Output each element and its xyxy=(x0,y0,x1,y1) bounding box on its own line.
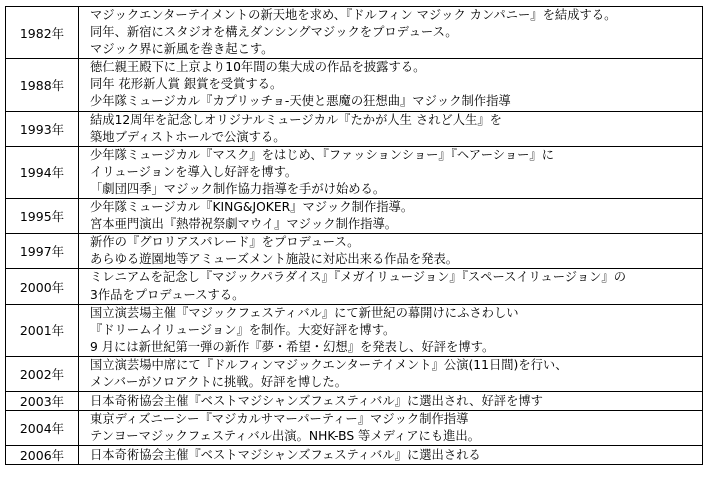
event-line: 少年隊ミュージカル『KING&JOKER』マジック制作指導。 xyxy=(90,200,414,215)
event-line: ミレニアムを記念し『マジックパラダイス』『メガイリュージョン』『スペースイリュージョン』の xyxy=(90,270,627,285)
event-line: マジックエンターテイメントの新天地を求め、『ドルフィン マジック カンパニー』を結成する。 xyxy=(90,8,617,22)
history-row xyxy=(6,446,703,465)
year-cell: 1995年 xyxy=(6,199,79,234)
event-line: 宮本亜門演出『熱帯祝祭劇マウイ』マジック制作指導。 xyxy=(90,217,398,232)
history-table-body xyxy=(6,7,703,465)
history-row xyxy=(6,59,703,111)
events-cell xyxy=(79,356,703,391)
history-row xyxy=(6,146,703,198)
history-table xyxy=(5,6,703,465)
event-line: イリュージョンを導入し好評を博す。 xyxy=(90,164,298,179)
event-line: 結成12周年を記念しオリジナルミュージカル『たかが人生 されど人生』を xyxy=(90,112,502,127)
history-row xyxy=(6,356,703,391)
history-row xyxy=(6,411,703,446)
event-line: 日本奇術協会主催『ベストマジシャンズフェスティバル』に選出され、好評を博す xyxy=(90,393,543,408)
event-line: 築地ブディストホールで公演する。 xyxy=(90,129,286,144)
event-line: 東京ディズニーシー『マジカルサマーパーティー』マジック制作指導 xyxy=(90,412,469,427)
year-cell: 1988年 xyxy=(6,59,79,111)
event-line: 新作の『グロリアスパレード』をプロデュース。 xyxy=(90,235,360,250)
year-cell: 1994年 xyxy=(6,146,79,198)
event-line: 国立演芸場主催『マジックフェスティバル』にて新世紀の幕開けにふさわしい xyxy=(90,305,519,320)
events-cell xyxy=(79,111,703,146)
events-cell xyxy=(79,199,703,234)
event-line: 少年隊ミュージカル『カプリッチョ-天使と悪魔の狂想曲』マジック制作指導 xyxy=(90,94,511,109)
history-row xyxy=(6,269,703,304)
events-cell xyxy=(79,446,703,465)
year-cell: 1997年 xyxy=(6,234,79,269)
history-row xyxy=(6,392,703,411)
year-cell: 2004年 xyxy=(6,411,79,446)
year-cell: 2006年 xyxy=(6,446,79,465)
history-row xyxy=(6,199,703,234)
event-line: 同年、新宿にスタジオを構えダンシングマジックをプロデュース。 xyxy=(90,25,458,40)
history-row xyxy=(6,111,703,146)
event-line: 9 月には新世紀第一弾の新作『夢・希望・幻想』を発表し、好評を博す。 xyxy=(90,339,495,354)
history-row xyxy=(6,234,703,269)
events-cell xyxy=(79,411,703,446)
events-cell xyxy=(79,146,703,198)
events-cell xyxy=(79,234,703,269)
events-cell xyxy=(79,59,703,111)
year-cell: 2000年 xyxy=(6,269,79,304)
event-line: 日本奇術協会主催『ベストマジシャンズフェスティバル』に選出される xyxy=(90,447,481,462)
event-line: 3作品をプロデュースする。 xyxy=(90,287,245,302)
year-cell: 2002年 xyxy=(6,356,79,391)
year-cell: 1982年 xyxy=(6,7,79,59)
events-cell xyxy=(79,392,703,411)
events-cell xyxy=(79,269,703,304)
history-row xyxy=(6,304,703,356)
year-cell: 2003年 xyxy=(6,392,79,411)
events-cell xyxy=(79,304,703,356)
event-line: 「劇団四季」マジック制作協力指導を手がけ始める。 xyxy=(90,181,386,196)
events-cell xyxy=(79,7,703,59)
history-row xyxy=(6,7,703,59)
event-line: 少年隊ミュージカル『マスク』をはじめ、『ファッションショー』『ヘアーショー』に xyxy=(90,147,555,162)
event-line: あらゆる遊園地等アミューズメント施設に対応出来る作品を発表。 xyxy=(90,252,459,267)
event-line: 徳仁親王殿下に上京より10年間の集大成の作品を披露する。 xyxy=(90,60,426,75)
event-line: テンヨーマジックフェスティバル出演。NHK-BS 等メディアにも進出。 xyxy=(90,429,481,444)
year-cell: 1993年 xyxy=(6,111,79,146)
year-cell: 2001年 xyxy=(6,304,79,356)
event-line: メンバーがソロアクトに挑戦。好評を博した。 xyxy=(90,374,348,389)
event-line: マジック界に新風を巻き起こす。 xyxy=(90,42,274,57)
event-line: 同年 花形新人賞 銀賞を受賞する。 xyxy=(90,77,283,92)
event-line: 国立演芸場中席にて『ドルフィンマジックエンターテイメント』公演(11日間)を行い、 xyxy=(90,357,568,372)
event-line: 『ドリームイリュージョン』を制作。大変好評を博す。 xyxy=(90,322,396,337)
